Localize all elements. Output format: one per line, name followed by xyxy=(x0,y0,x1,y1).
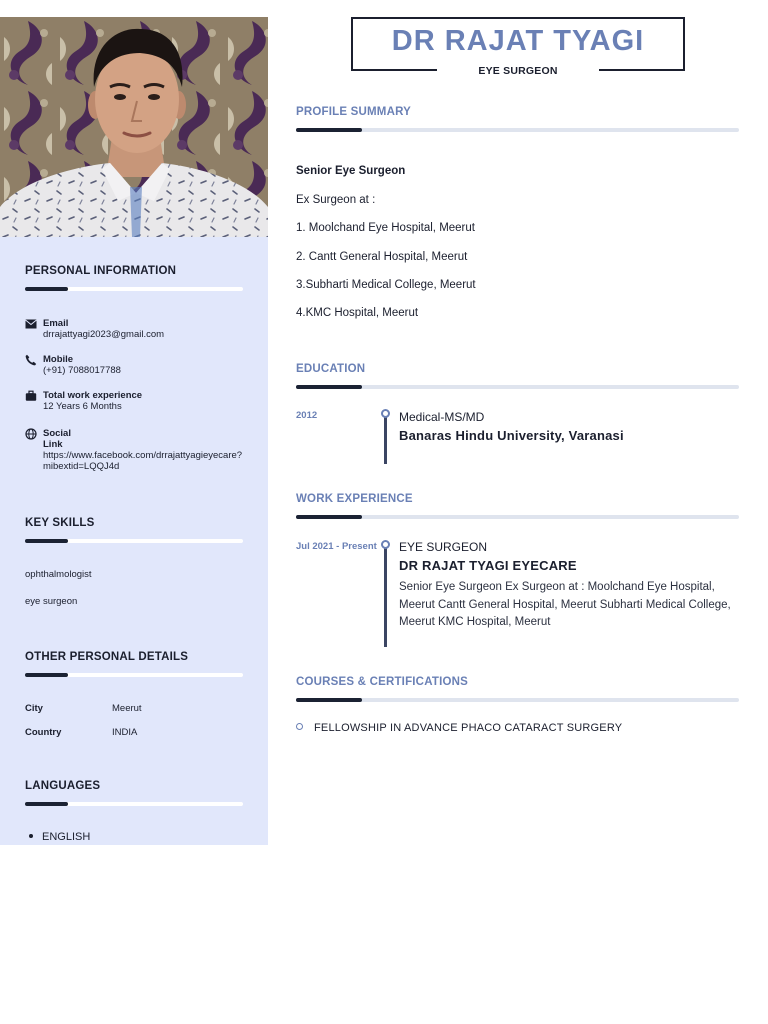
section-divider xyxy=(25,539,243,543)
section-divider xyxy=(296,698,739,702)
personal-information-section xyxy=(25,265,243,472)
language-item: ENGLISH xyxy=(29,831,90,843)
skill-item: eye surgeon xyxy=(25,596,78,607)
key-skills-heading: KEY SKILLS xyxy=(25,517,95,529)
languages-heading: LANGUAGES xyxy=(25,780,101,792)
personal-information-heading: PERSONAL INFORMATION xyxy=(25,265,177,277)
detail-value: Meerut xyxy=(112,703,142,714)
section-divider xyxy=(25,287,243,291)
social-item xyxy=(25,428,245,472)
email-icon xyxy=(25,318,37,330)
sidebar xyxy=(0,17,268,845)
experience-item xyxy=(25,390,245,412)
email-label: Email xyxy=(43,318,69,329)
work-description: Senior Eye Surgeon Ex Surgeon at : Moolchand Eye Hospital, Meerut Cantt General Hospital, Meerut Subharti Medical College, Meerut KMC Hospital, Meerut xyxy=(399,581,731,628)
education-institution: Banaras Hindu University, Varanasi xyxy=(399,428,624,443)
summary-line: 2. Cantt General Hospital, Meerut xyxy=(296,251,468,263)
social-label: Social Link xyxy=(43,428,71,450)
courses-section xyxy=(296,676,739,702)
candidate-name: DR RAJAT TYAGI xyxy=(391,25,645,57)
detail-row-city xyxy=(25,703,245,714)
timeline-line xyxy=(384,543,387,647)
phone-icon xyxy=(25,354,37,366)
summary-line: Senior Eye Surgeon xyxy=(296,165,406,177)
experience-value: 12 Years 6 Months xyxy=(43,401,122,412)
education-heading: EDUCATION xyxy=(296,363,366,375)
timeline-dot xyxy=(381,409,390,418)
work-role: EYE SURGEON xyxy=(399,540,488,554)
email-item xyxy=(25,318,245,340)
section-divider xyxy=(296,128,739,132)
profile-summary-section xyxy=(296,106,739,132)
email-value[interactable]: drrajattyagi2023@gmail.com xyxy=(43,329,165,340)
work-experience-heading: WORK EXPERIENCE xyxy=(296,493,413,505)
section-divider xyxy=(296,515,739,519)
education-date: 2012 xyxy=(296,410,318,421)
social-value[interactable]: https://www.facebook.com/drrajattyagieyecare?mibextid=LQQJ4d xyxy=(43,450,243,472)
languages-section xyxy=(25,780,243,843)
summary-line: 4.KMC Hospital, Meerut xyxy=(296,307,419,319)
other-details-heading: OTHER PERSONAL DETAILS xyxy=(25,651,189,663)
mobile-label: Mobile xyxy=(43,354,74,365)
section-divider xyxy=(25,802,243,806)
key-skills-section xyxy=(25,517,243,607)
work-company: DR RAJAT TYAGI EYECARE xyxy=(399,558,577,573)
name-header xyxy=(351,17,685,77)
education-degree: Medical-MS/MD xyxy=(399,410,485,424)
timeline-line xyxy=(384,412,387,464)
detail-key: City xyxy=(25,703,43,714)
bullet-icon xyxy=(296,723,303,730)
summary-line: 1. Moolchand Eye Hospital, Meerut xyxy=(296,222,475,234)
candidate-role: EYE SURGEON xyxy=(478,65,558,77)
section-divider xyxy=(296,385,739,389)
detail-row-country xyxy=(25,727,245,738)
other-details-section xyxy=(25,651,243,738)
mobile-item xyxy=(25,354,245,376)
timeline-dot xyxy=(381,540,390,549)
course-item xyxy=(296,722,622,734)
course-label: FELLOWSHIP IN ADVANCE PHACO CATARACT SURGERY xyxy=(314,722,623,734)
detail-value: INDIA xyxy=(112,727,138,738)
experience-label: Total work experience xyxy=(43,390,143,401)
section-divider xyxy=(25,673,243,677)
courses-heading: COURSES & CERTIFICATIONS xyxy=(296,676,468,688)
summary-line: 3.Subharti Medical College, Meerut xyxy=(296,279,476,291)
profile-photo xyxy=(0,17,268,237)
profile-summary-heading: PROFILE SUMMARY xyxy=(296,106,412,118)
summary-line: Ex Surgeon at : xyxy=(296,194,376,206)
skill-item: ophthalmologist xyxy=(25,569,92,580)
education-section xyxy=(296,363,739,389)
mobile-value[interactable]: (+91) 7088017788 xyxy=(43,365,121,376)
work-date: Jul 2021 - Present xyxy=(296,541,377,552)
globe-icon xyxy=(25,428,37,440)
briefcase-icon xyxy=(25,390,37,402)
work-experience-section xyxy=(296,493,739,519)
detail-key: Country xyxy=(25,727,62,738)
